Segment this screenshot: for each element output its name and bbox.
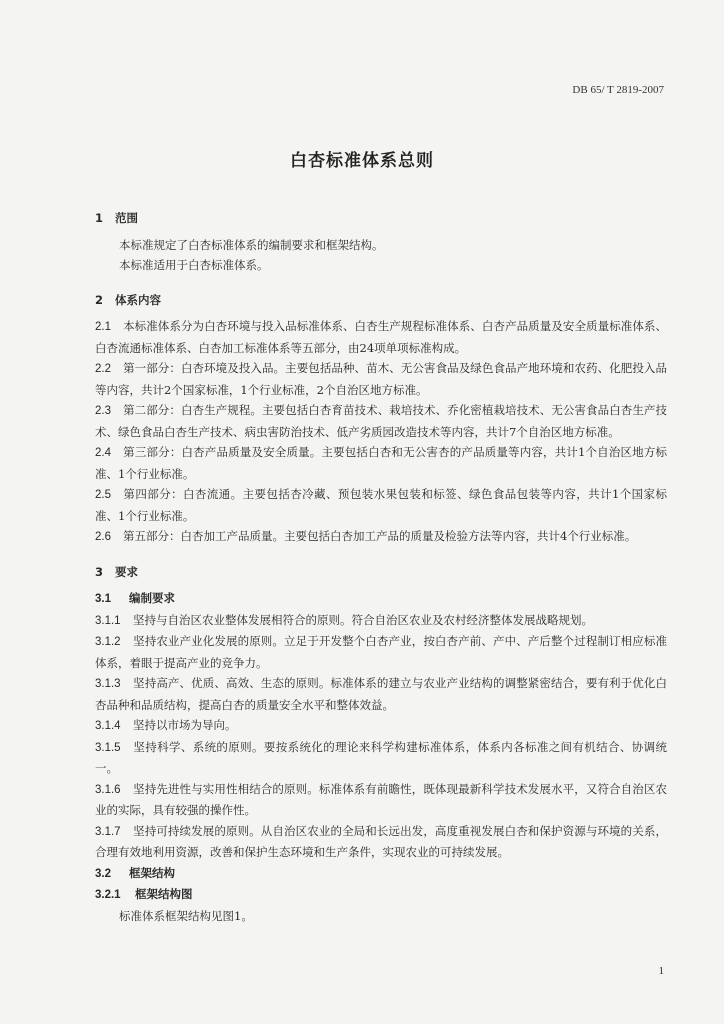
clause-text: 第五部分：白杏加工产品质量。主要包括白杏加工产品的质量及检验方法等内容，共计4个行业标准。: [123, 529, 637, 543]
clause-text: 坚持先进性与实用性相结合的原则。标准体系有前瞻性，既体现最新科学技术发展水平，又符合自治区农业的实际，具有较强的操作性。: [95, 781, 667, 817]
subsection-title: 编制要求: [129, 591, 175, 605]
document-number: DB 65/ T 2819-2007: [572, 84, 664, 96]
clause-text: 第四部分：白杏流通。主要包括杏冷藏、预包装水果包装和标签、绿色食品包装等内容，共计1个国家标准、1个行业标准。: [95, 487, 667, 523]
subsection-number: 3.2: [95, 867, 111, 880]
clause: [95, 526, 667, 548]
clause-number: 2.2: [95, 363, 111, 375]
clause: [95, 610, 667, 632]
clause-text: 坚持以市场为导向。: [133, 718, 237, 732]
clause: [95, 737, 667, 779]
section-number: 3: [95, 564, 104, 579]
subsection-number: 3.1: [95, 593, 111, 605]
paragraph: 本标准适用于白杏标准体系。: [119, 258, 269, 272]
section-title: 要求: [115, 564, 138, 579]
clause-number: 3.1.7: [95, 825, 121, 838]
clause-text: 坚持农业产业化发展的原则。立足于开发整个白杏产业，按白杏产前、产中、产后整个过程制订相应标准体系，着眼于提高产业的竞争力。: [95, 634, 667, 670]
section-heading-content: [95, 290, 667, 311]
subsection-title: 框架结构: [129, 865, 175, 880]
subsection-heading: [95, 863, 667, 885]
clause-text: 第一部分：白杏环境及投入品。主要包括品种、苗木、无公害食品及绿色食品产地环境和农药、化肥投入品等内容，共计2个国家标准，1个行业标准，2个自治区地方标准。: [95, 361, 667, 397]
paragraph: 标准体系框架结构见图1。: [119, 908, 253, 923]
page-number: 1: [658, 965, 664, 977]
document-body: [95, 204, 667, 926]
subsection-number: 3.2.1: [95, 889, 121, 901]
clause: [95, 442, 667, 484]
subsection-title: 框架结构图: [135, 887, 193, 901]
clause-number: 2.1: [95, 321, 111, 333]
clause-text: 坚持科学、系统的原则。要按系统化的理论来科学构建标准体系，体系内各标准之间有机结合、协调统一。: [95, 739, 667, 775]
clause: [95, 779, 667, 821]
clause-number: 3.1.4: [95, 720, 121, 732]
clause: [95, 631, 667, 673]
clause: [95, 400, 667, 442]
clause: [95, 821, 667, 863]
clause-text: 坚持高产、优质、高效、生态的原则。标准体系的建立与农业产业结构的调整紧密结合，要有利于优化白杏品种和品质结构，提高白杏的质量安全水平和整体效益。: [95, 676, 667, 712]
section-title: 范围: [115, 211, 138, 225]
clause: [95, 673, 667, 715]
clause-number: 3.1.5: [95, 741, 121, 754]
clause-number: 3.1.6: [95, 783, 121, 796]
clause-number: 2.4: [95, 447, 111, 459]
clause-text: 本标准体系分为白杏环境与投入品标准体系、白杏生产规程标准体系、白杏产品质量及安全质量标准体系、白杏流通标准体系、白杏加工标准体系等五部分，由24项单项标准构成。: [95, 319, 667, 355]
subsection-heading: [95, 884, 667, 906]
clause-text: 第三部分：白杏产品质量及安全质量。主要包括白杏和无公害杏的产品质量等内容，共计1个自治区地方标准、1个行业标准。: [95, 445, 667, 481]
clause-text: 第二部分：白杏生产规程。主要包括白杏育苗技术、栽培技术、乔化密植栽培技术、无公害食品白杏生产技术、绿色食品白杏生产技术、病虫害防治技术、低产劣质园改造技术等内容，共计7个自治区地方标准。: [95, 403, 667, 439]
clause-number: 2.5: [95, 489, 111, 501]
subsection-heading: [95, 588, 667, 610]
page-title: 白杏标准体系总则: [290, 151, 434, 171]
clause: [95, 316, 667, 358]
clause-number: 3.1.1: [95, 614, 121, 627]
section-number: 2: [95, 292, 104, 307]
clause: [95, 715, 667, 737]
clause-number: 2.3: [95, 405, 111, 417]
section-heading-requirements: [95, 562, 667, 583]
paragraph: 本标准规定了白杏标准体系的编制要求和框架结构。: [119, 237, 384, 252]
clause: [95, 358, 667, 400]
clause: [95, 484, 667, 526]
section-number: 1: [95, 211, 104, 225]
clause-number: 3.1.3: [95, 678, 121, 690]
clause-number: 3.1.2: [95, 636, 121, 648]
section-title: 体系内容: [115, 292, 161, 307]
clause-text: 坚持与自治区农业整体发展相符合的原则。符合自治区农业及农村经济整体发展战略规划。: [133, 612, 593, 627]
clause-text: 坚持可持续发展的原则。从自治区农业的全局和长远出发，高度重视发展白杏和保护资源与环境的关系，合理有效地利用资源，改善和保护生态环境和生产条件，实现农业的可持续发展。: [95, 823, 667, 859]
section-heading-scope: [95, 208, 667, 229]
clause-number: 2.6: [95, 531, 111, 543]
